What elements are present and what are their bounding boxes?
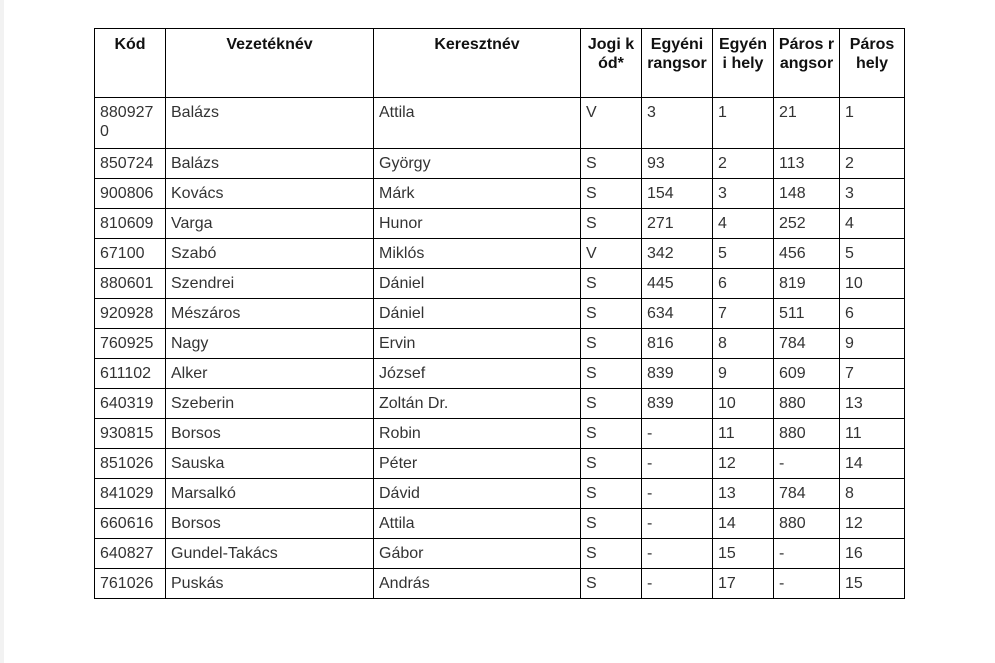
cell-keresztnev: Attila bbox=[374, 509, 581, 539]
cell-paros-rangsor: 784 bbox=[774, 329, 840, 359]
cell-vezeteknev: Nagy bbox=[166, 329, 374, 359]
cell-kod: 761026 bbox=[95, 569, 166, 599]
cell-jogi-kod: S bbox=[581, 479, 642, 509]
cell-kod: 760925 bbox=[95, 329, 166, 359]
cell-jogi-kod: S bbox=[581, 329, 642, 359]
cell-vezeteknev: Balázs bbox=[166, 98, 374, 149]
table-row bbox=[95, 209, 905, 239]
cell-egyeni-rangsor: 271 bbox=[642, 209, 713, 239]
table-row bbox=[95, 569, 905, 599]
cell-kod: 8809270 bbox=[95, 98, 166, 149]
cell-jogi-kod: S bbox=[581, 449, 642, 479]
cell-egyeni-hely: 15 bbox=[713, 539, 774, 569]
header-paros-hely: Páros hely bbox=[840, 29, 905, 98]
cell-vezeteknev: Szendrei bbox=[166, 269, 374, 299]
cell-paros-hely: 1 bbox=[840, 98, 905, 149]
cell-paros-rangsor: - bbox=[774, 569, 840, 599]
cell-egyeni-rangsor: 3 bbox=[642, 98, 713, 149]
cell-egyeni-rangsor: 634 bbox=[642, 299, 713, 329]
cell-kod: 930815 bbox=[95, 419, 166, 449]
cell-paros-rangsor: 456 bbox=[774, 239, 840, 269]
header-vezeteknev: Vezetéknév bbox=[166, 29, 374, 98]
cell-egyeni-rangsor: - bbox=[642, 479, 713, 509]
cell-jogi-kod: S bbox=[581, 179, 642, 209]
cell-jogi-kod: S bbox=[581, 359, 642, 389]
table-row bbox=[95, 269, 905, 299]
cell-jogi-kod: S bbox=[581, 299, 642, 329]
cell-keresztnev: Gábor bbox=[374, 539, 581, 569]
cell-egyeni-hely: 14 bbox=[713, 509, 774, 539]
cell-keresztnev: Márk bbox=[374, 179, 581, 209]
cell-egyeni-rangsor: 816 bbox=[642, 329, 713, 359]
cell-keresztnev: Attila bbox=[374, 98, 581, 149]
cell-keresztnev: Dániel bbox=[374, 299, 581, 329]
table-body bbox=[95, 98, 905, 599]
cell-vezeteknev: Szeberin bbox=[166, 389, 374, 419]
header-egyeni-rangsor: Egyéni rangsor bbox=[642, 29, 713, 98]
cell-paros-hely: 9 bbox=[840, 329, 905, 359]
header-egyeni-hely: Egyéni hely bbox=[713, 29, 774, 98]
cell-vezeteknev: Varga bbox=[166, 209, 374, 239]
table-row bbox=[95, 419, 905, 449]
cell-jogi-kod: S bbox=[581, 389, 642, 419]
cell-kod: 900806 bbox=[95, 179, 166, 209]
table-row bbox=[95, 239, 905, 269]
header-keresztnev: Keresztnév bbox=[374, 29, 581, 98]
cell-egyeni-hely: 13 bbox=[713, 479, 774, 509]
cell-egyeni-rangsor: 342 bbox=[642, 239, 713, 269]
cell-egyeni-hely: 11 bbox=[713, 419, 774, 449]
page-edge bbox=[0, 0, 4, 663]
cell-egyeni-hely: 9 bbox=[713, 359, 774, 389]
cell-paros-hely: 7 bbox=[840, 359, 905, 389]
cell-egyeni-rangsor: 839 bbox=[642, 389, 713, 419]
cell-paros-rangsor: 113 bbox=[774, 149, 840, 179]
cell-jogi-kod: S bbox=[581, 209, 642, 239]
cell-keresztnev: Dániel bbox=[374, 269, 581, 299]
cell-keresztnev: Péter bbox=[374, 449, 581, 479]
cell-jogi-kod: S bbox=[581, 569, 642, 599]
cell-egyeni-rangsor: 445 bbox=[642, 269, 713, 299]
cell-vezeteknev: Marsalkó bbox=[166, 479, 374, 509]
cell-paros-hely: 10 bbox=[840, 269, 905, 299]
cell-jogi-kod: V bbox=[581, 239, 642, 269]
cell-kod: 640827 bbox=[95, 539, 166, 569]
cell-paros-rangsor: 609 bbox=[774, 359, 840, 389]
cell-egyeni-hely: 10 bbox=[713, 389, 774, 419]
cell-kod: 850724 bbox=[95, 149, 166, 179]
cell-kod: 67100 bbox=[95, 239, 166, 269]
cell-kod: 640319 bbox=[95, 389, 166, 419]
cell-egyeni-rangsor: - bbox=[642, 449, 713, 479]
cell-paros-hely: 4 bbox=[840, 209, 905, 239]
cell-keresztnev: György bbox=[374, 149, 581, 179]
cell-vezeteknev: Szabó bbox=[166, 239, 374, 269]
cell-paros-hely: 3 bbox=[840, 179, 905, 209]
cell-paros-rangsor: 21 bbox=[774, 98, 840, 149]
header-paros-rangsor: Páros rangsor bbox=[774, 29, 840, 98]
table-row bbox=[95, 359, 905, 389]
cell-paros-hely: 6 bbox=[840, 299, 905, 329]
ranking-table bbox=[94, 28, 905, 599]
cell-keresztnev: Dávid bbox=[374, 479, 581, 509]
cell-egyeni-hely: 12 bbox=[713, 449, 774, 479]
cell-egyeni-rangsor: 839 bbox=[642, 359, 713, 389]
cell-egyeni-hely: 1 bbox=[713, 98, 774, 149]
cell-egyeni-hely: 7 bbox=[713, 299, 774, 329]
cell-egyeni-rangsor: - bbox=[642, 509, 713, 539]
table-row bbox=[95, 149, 905, 179]
cell-jogi-kod: S bbox=[581, 509, 642, 539]
cell-vezeteknev: Borsos bbox=[166, 419, 374, 449]
cell-paros-rangsor: - bbox=[774, 539, 840, 569]
cell-egyeni-hely: 3 bbox=[713, 179, 774, 209]
cell-egyeni-hely: 6 bbox=[713, 269, 774, 299]
cell-paros-rangsor: 880 bbox=[774, 389, 840, 419]
cell-egyeni-rangsor: - bbox=[642, 569, 713, 599]
cell-jogi-kod: S bbox=[581, 269, 642, 299]
table-row bbox=[95, 449, 905, 479]
cell-kod: 920928 bbox=[95, 299, 166, 329]
cell-vezeteknev: Gundel-Takács bbox=[166, 539, 374, 569]
cell-vezeteknev: Sauska bbox=[166, 449, 374, 479]
cell-kod: 841029 bbox=[95, 479, 166, 509]
table-row bbox=[95, 509, 905, 539]
table-row bbox=[95, 299, 905, 329]
cell-keresztnev: Zoltán Dr. bbox=[374, 389, 581, 419]
cell-egyeni-rangsor: - bbox=[642, 419, 713, 449]
table-row bbox=[95, 479, 905, 509]
cell-paros-rangsor: 784 bbox=[774, 479, 840, 509]
cell-paros-rangsor: 819 bbox=[774, 269, 840, 299]
cell-paros-rangsor: 880 bbox=[774, 509, 840, 539]
cell-keresztnev: Ervin bbox=[374, 329, 581, 359]
cell-paros-hely: 5 bbox=[840, 239, 905, 269]
cell-egyeni-hely: 17 bbox=[713, 569, 774, 599]
cell-jogi-kod: V bbox=[581, 98, 642, 149]
table-row bbox=[95, 389, 905, 419]
table-row bbox=[95, 179, 905, 209]
cell-egyeni-rangsor: - bbox=[642, 539, 713, 569]
cell-jogi-kod: S bbox=[581, 419, 642, 449]
table-row bbox=[95, 98, 905, 149]
cell-vezeteknev: Kovács bbox=[166, 179, 374, 209]
cell-paros-hely: 11 bbox=[840, 419, 905, 449]
cell-paros-hely: 14 bbox=[840, 449, 905, 479]
cell-keresztnev: Miklós bbox=[374, 239, 581, 269]
cell-keresztnev: Robin bbox=[374, 419, 581, 449]
cell-paros-hely: 16 bbox=[840, 539, 905, 569]
cell-vezeteknev: Mészáros bbox=[166, 299, 374, 329]
cell-egyeni-rangsor: 93 bbox=[642, 149, 713, 179]
cell-paros-rangsor: 148 bbox=[774, 179, 840, 209]
cell-kod: 810609 bbox=[95, 209, 166, 239]
cell-egyeni-hely: 5 bbox=[713, 239, 774, 269]
table-row bbox=[95, 329, 905, 359]
cell-egyeni-rangsor: 154 bbox=[642, 179, 713, 209]
cell-paros-hely: 8 bbox=[840, 479, 905, 509]
cell-kod: 611102 bbox=[95, 359, 166, 389]
header-kod: Kód bbox=[95, 29, 166, 98]
cell-paros-hely: 2 bbox=[840, 149, 905, 179]
cell-paros-rangsor: 252 bbox=[774, 209, 840, 239]
cell-keresztnev: András bbox=[374, 569, 581, 599]
cell-paros-hely: 13 bbox=[840, 389, 905, 419]
cell-paros-rangsor: 511 bbox=[774, 299, 840, 329]
cell-egyeni-hely: 2 bbox=[713, 149, 774, 179]
table-row bbox=[95, 539, 905, 569]
cell-keresztnev: József bbox=[374, 359, 581, 389]
header-jogi-kod: Jogi kód* bbox=[581, 29, 642, 98]
cell-paros-rangsor: - bbox=[774, 449, 840, 479]
cell-keresztnev: Hunor bbox=[374, 209, 581, 239]
cell-kod: 660616 bbox=[95, 509, 166, 539]
cell-egyeni-hely: 8 bbox=[713, 329, 774, 359]
cell-vezeteknev: Alker bbox=[166, 359, 374, 389]
header-row bbox=[95, 29, 905, 98]
cell-vezeteknev: Balázs bbox=[166, 149, 374, 179]
cell-paros-hely: 12 bbox=[840, 509, 905, 539]
cell-paros-hely: 15 bbox=[840, 569, 905, 599]
cell-paros-rangsor: 880 bbox=[774, 419, 840, 449]
cell-kod: 851026 bbox=[95, 449, 166, 479]
cell-jogi-kod: S bbox=[581, 149, 642, 179]
cell-vezeteknev: Borsos bbox=[166, 509, 374, 539]
cell-jogi-kod: S bbox=[581, 539, 642, 569]
cell-egyeni-hely: 4 bbox=[713, 209, 774, 239]
cell-vezeteknev: Puskás bbox=[166, 569, 374, 599]
cell-kod: 880601 bbox=[95, 269, 166, 299]
